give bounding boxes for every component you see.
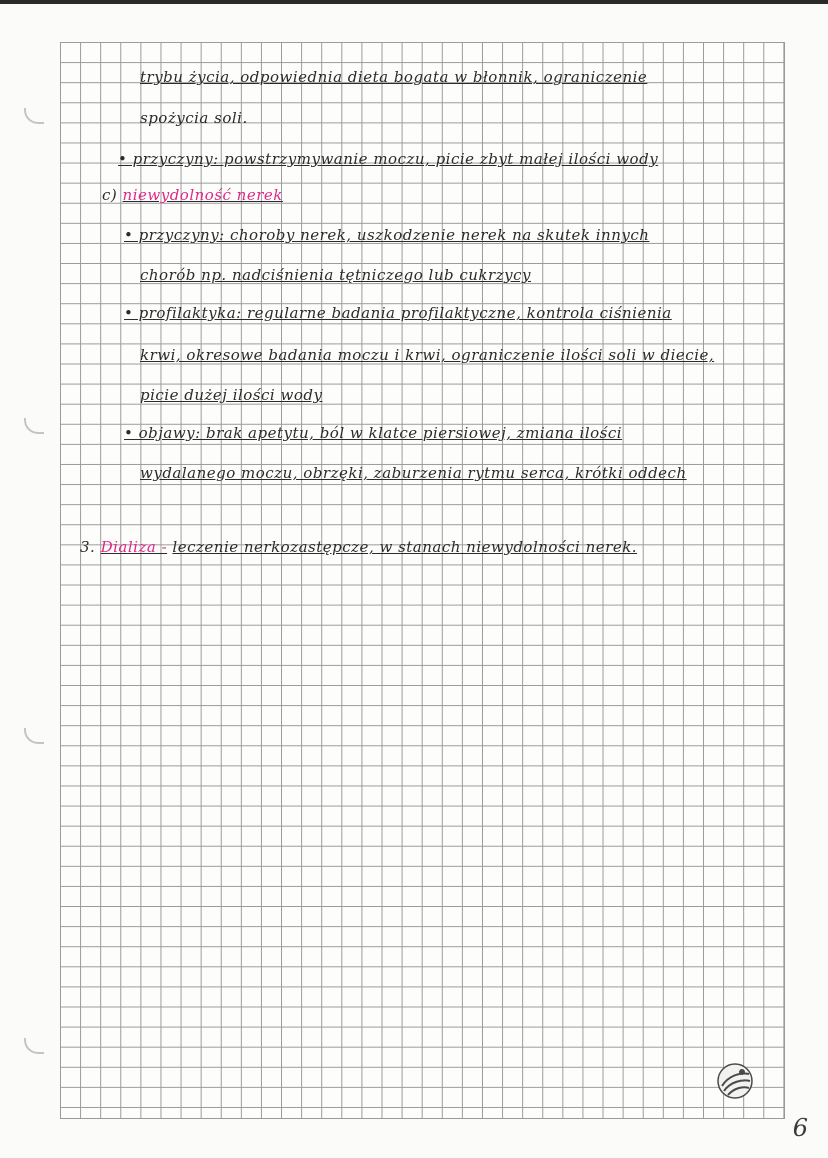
punch-hole-mark — [24, 418, 44, 434]
note-line-7: • profilaktyka: regularne badania profilaktyczne, kontrola ciśnienia — [124, 304, 672, 322]
section-3-title: Dializa - — [100, 538, 168, 556]
note-line-5: • przyczyny: choroby nerek, uszkodzenie nerek na skutek innych — [124, 226, 650, 244]
scan-edge — [0, 0, 828, 4]
note-line-1: trybu życia, odpowiednia dieta bogata w błonnik, ograniczenie — [140, 68, 648, 86]
note-line-10: • objawy: brak apetytu, ból w klatce piersiowej, zmiana ilości — [124, 424, 623, 442]
note-line-2: spożycia soli. — [140, 109, 248, 127]
note-line-8: krwi, okresowe badania moczu i krwi, ograniczenie ilości soli w diecie, — [140, 346, 715, 364]
section-c-label: c) — [102, 186, 118, 204]
note-line-9: picie dużej ilości wody — [140, 386, 323, 404]
section-c-title: niewydolność nerek — [122, 186, 283, 204]
note-line-3: • przyczyny: powstrzymywanie moczu, picie zbyt małej ilości wody — [118, 150, 659, 168]
page-number: 6 — [792, 1114, 808, 1142]
section-c-heading — [102, 186, 283, 204]
note-line-11: wydalanego moczu, obrzęki, zaburzenia rytmu serca, krótki oddech — [140, 464, 687, 482]
punch-hole-mark — [24, 1038, 44, 1054]
punch-hole-mark — [24, 728, 44, 744]
punch-hole-mark — [24, 108, 44, 124]
section-3-number: 3. — [80, 538, 96, 556]
globe-logo-icon — [716, 1062, 754, 1100]
section-3-line — [80, 538, 637, 556]
note-line-6: chorób np. nadciśnienia tętniczego lub cukrzycy — [140, 266, 531, 284]
section-3-text: leczenie nerkozastępcze, w stanach niewydolności nerek. — [172, 538, 638, 556]
